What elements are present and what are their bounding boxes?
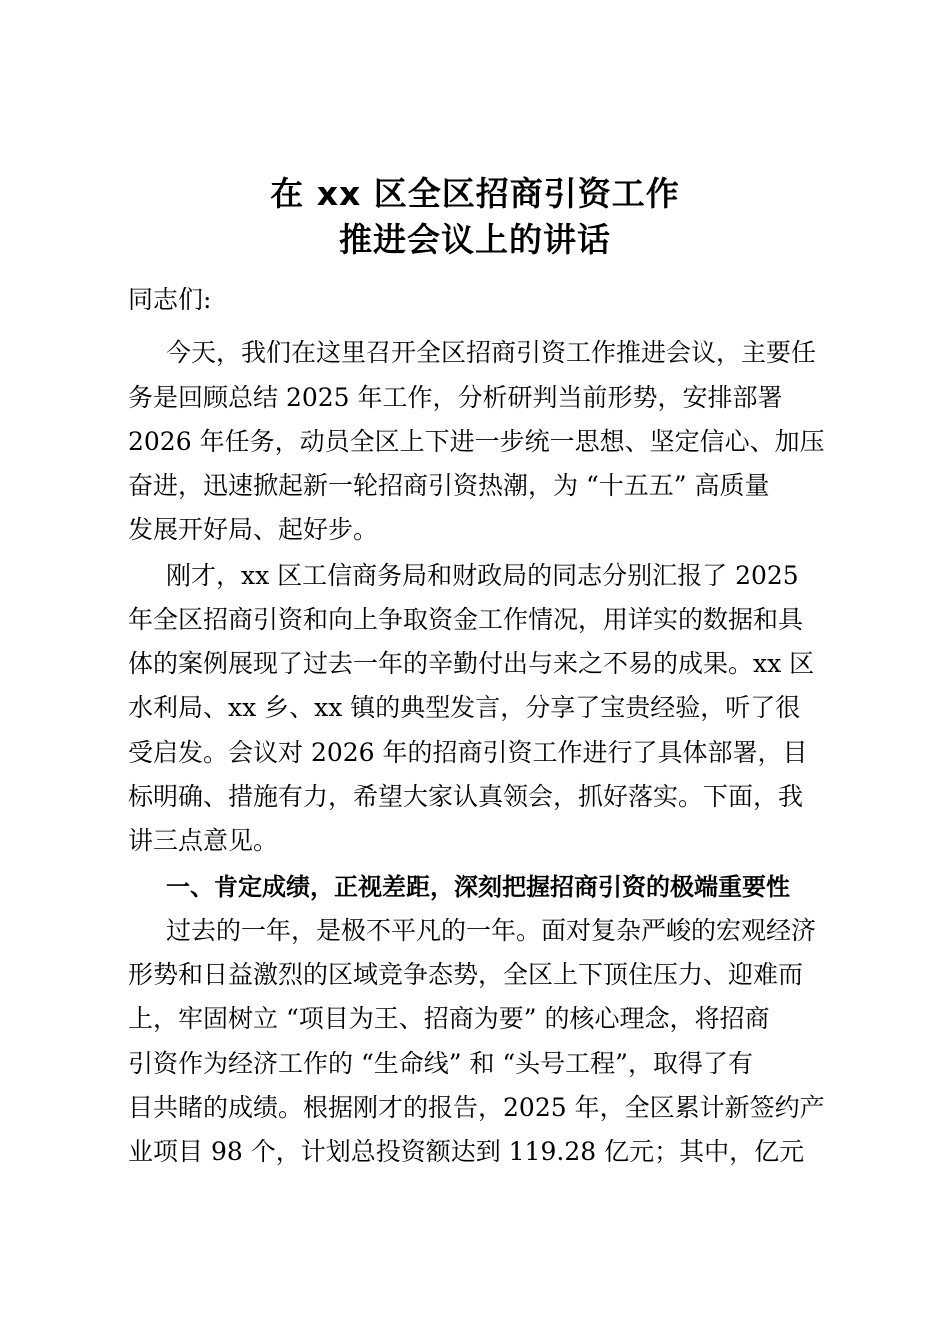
paragraph-2-line: 标明确、措施有力，希望大家认真领会，抓好落实。下面，我 bbox=[128, 782, 804, 811]
document-title-line-2: 推进会议上的讲话 bbox=[339, 220, 611, 259]
paragraph-1-line: 2026 年任务，动员全区上下进一步统一思想、坚定信心、加压 bbox=[128, 427, 825, 456]
paragraph-3-line: 引资作为经济工作的 “生命线” 和 “头号工程”，取得了有 bbox=[128, 1049, 753, 1078]
paragraph-3-line: 目共睹的成绩。根据刚才的报告，2025 年，全区累计新签约产 bbox=[128, 1093, 825, 1122]
paragraph-3-line: 过去的一年，是极不平凡的一年。面对复杂严峻的宏观经济 bbox=[166, 916, 817, 945]
paragraph-3-line: 形势和日益激烈的区域竞争态势，全区上下顶住压力、迎难而 bbox=[128, 960, 804, 989]
paragraph-1-line: 发展开好局、起好步。 bbox=[128, 515, 379, 544]
paragraph-3-line: 上，牢固树立 “项目为王、招商为要” 的核心理念，将招商 bbox=[128, 1004, 770, 1033]
section-1-heading: 一、肯定成绩，正视差距，深刻把握招商引资的极端重要性 bbox=[166, 873, 790, 901]
paragraph-2-line: 受启发。会议对 2026 年的招商引资工作进行了具体部署，目 bbox=[128, 738, 808, 767]
document-title-line-1: 在 xx 区全区招商引资工作 bbox=[270, 174, 680, 213]
paragraph-1-line: 务是回顾总结 2025 年工作，分析研判当前形势，安排部署 bbox=[128, 383, 783, 412]
paragraph-1-line: 奋进，迅速掀起新一轮招商引资热潮，为 “十五五” 高质量 bbox=[128, 471, 770, 500]
paragraph-1-line: 今天，我们在这里召开全区招商引资工作推进会议，主要任 bbox=[166, 338, 817, 367]
paragraph-2-line: 水利局、xx 乡、xx 镇的典型发言，分享了宝贵经验，听了很 bbox=[128, 693, 801, 722]
salutation: 同志们: bbox=[128, 285, 212, 314]
paragraph-2-line: 年全区招商引资和向上争取资金工作情况，用详实的数据和具 bbox=[128, 605, 804, 634]
paragraph-2-line: 刚才，xx 区工信商务局和财政局的同志分别汇报了 2025 bbox=[166, 561, 799, 590]
paragraph-3-line: 业项目 98 个，计划总投资额达到 119.28 亿元；其中，亿元 bbox=[128, 1137, 805, 1166]
paragraph-2-line: 体的案例展现了过去一年的辛勤付出与来之不易的成果。xx 区 bbox=[128, 649, 815, 678]
paragraph-2-line: 讲三点意见。 bbox=[128, 826, 279, 855]
